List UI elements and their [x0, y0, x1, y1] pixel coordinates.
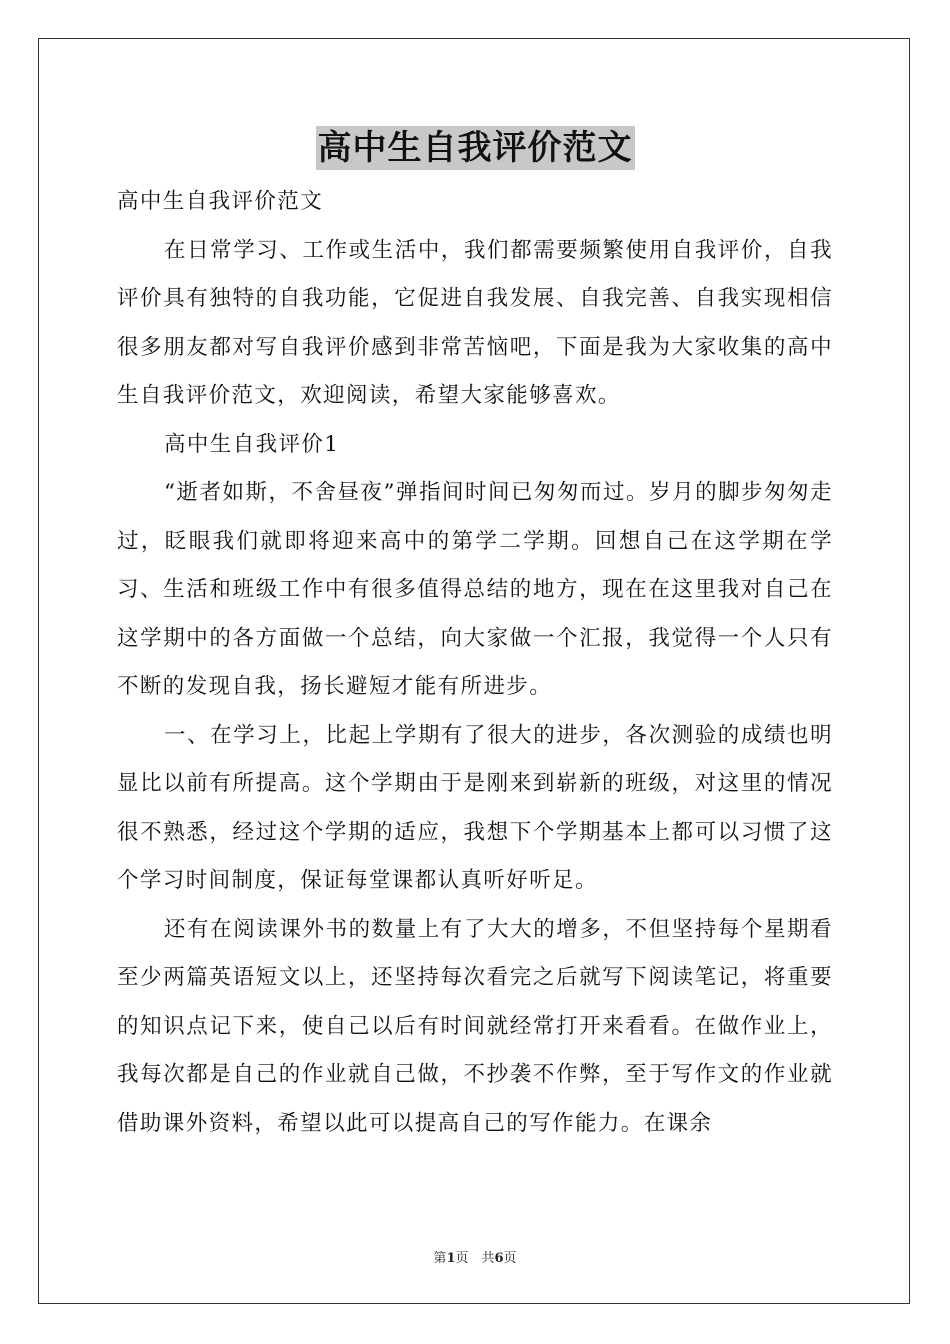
- page-current: 1: [446, 1251, 456, 1266]
- page-footer: [0, 1247, 950, 1266]
- title-area: [0, 126, 950, 170]
- page-suffix: 页: [503, 1251, 517, 1266]
- section-heading: 高中生自我评价1: [164, 431, 340, 457]
- document-title: 高中生自我评价范文: [317, 128, 633, 168]
- page-prefix: 第: [433, 1251, 447, 1266]
- document-body: [117, 178, 833, 1148]
- paragraph: 在日常学习、工作或生活中，我们都需要频繁使用自我评价，自我评价具有独特的自我功能，它促进自我发展、自我完善、自我实现相信很多朋友都对写自我评价感到非常苦恼吧，下面是我为大家收集的高中生自我评价范文，欢迎阅读，希望大家能够喜欢。: [117, 237, 833, 408]
- paragraph: 还有在阅读课外书的数量上有了大大的增多，不但坚持每个星期看至少两篇英语短文以上，还坚持每次看完之后就写下阅读笔记，将重要的知识点记下来，使自己以后有时间就经常打开来看看。在做作业上，我每次都是自己的作业就自己做，不抄袭不作弊，至于写作文的作业就借助课外资料，希望以此可以提高自己的写作能力。在课余: [117, 916, 833, 1136]
- paragraph: 高中生自我评价范文: [117, 189, 324, 214]
- paragraph: “逝者如斯，不舍昼夜”弹指间时间已匆匆而过。岁月的脚步匆匆走过，眨眼我们就即将迎来高中的第学二学期。回想自己在这学期在学习、生活和班级工作中有很多值得总结的地方，现在在这里我对自己在这学期中的各方面做一个总结，向大家做一个汇报，我觉得一个人只有不断的发现自我，扬长避短才能有所进步。: [117, 480, 833, 699]
- page-mid: 页 共: [455, 1251, 495, 1266]
- paragraph: 一、在学习上，比起上学期有了很大的进步，各次测验的成绩也明显比以前有所提高。这个学期由于是刚来到崭新的班级，对这里的情况很不熟悉，经过这个学期的适应，我想下个学期基本上都可以习惯了这个学习时间制度，保证每堂课都认真听好听足。: [117, 722, 833, 893]
- page-total: 6: [494, 1251, 504, 1266]
